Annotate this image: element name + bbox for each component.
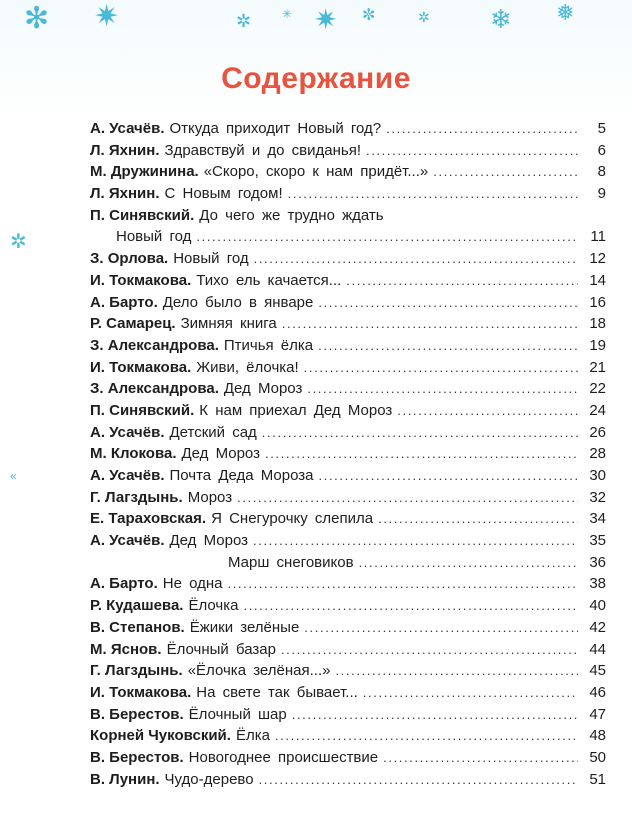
dot-leader <box>282 315 578 332</box>
toc-entry-text <box>90 575 582 592</box>
dot-leader <box>304 619 578 636</box>
dot-leader <box>318 294 578 311</box>
toc-page-number: 22 <box>589 380 606 398</box>
toc-title: Тихо ель качается... <box>196 271 342 289</box>
toc-title: Дед Мороз <box>181 445 260 463</box>
dot-leader <box>196 228 578 245</box>
toc-entry <box>90 359 606 381</box>
toc-author: М. Дружинина. <box>90 163 199 181</box>
toc-entry-text <box>90 619 582 636</box>
toc-page-number: 9 <box>597 185 606 203</box>
toc-entry-text <box>90 250 582 267</box>
toc-page-number: 16 <box>589 293 606 311</box>
toc-author: З. Орлова. <box>90 250 169 268</box>
toc-entry <box>90 706 606 728</box>
toc-author: Г. Лагздынь. <box>90 662 183 680</box>
dot-leader <box>319 467 579 484</box>
toc-entry-text <box>90 662 582 679</box>
toc-title: Зимняя книга <box>180 315 277 333</box>
toc-title: Новый год <box>116 228 192 246</box>
toc-entry-text <box>90 315 582 332</box>
toc-entry-text <box>90 532 582 549</box>
dot-leader <box>363 684 578 701</box>
dot-leader <box>386 120 578 137</box>
toc-entry <box>90 294 606 316</box>
toc-page-number: 6 <box>597 141 606 159</box>
toc-entry <box>90 554 606 576</box>
toc-entry-text <box>90 207 582 224</box>
toc-author: А. Усачёв. <box>90 467 165 484</box>
toc-author: А. Барто. <box>90 575 158 593</box>
snowflake-icon: ✼ <box>362 7 376 24</box>
dot-leader <box>318 337 578 354</box>
toc-entry-text <box>90 554 582 571</box>
dot-leader <box>262 424 578 441</box>
toc-author: Г. Лагздынь. <box>90 488 183 506</box>
toc-entry <box>90 163 606 185</box>
snowflake-icon: ✲ <box>10 231 27 253</box>
toc-author: И. Токмакова. <box>90 683 192 701</box>
toc-page-number: 35 <box>589 532 606 550</box>
toc-page-number: 40 <box>589 597 606 615</box>
dot-leader <box>397 402 578 419</box>
snowflake-icon: ✷ <box>314 4 338 35</box>
toc-author: П. Синявский. <box>90 401 195 419</box>
toc-entry-text <box>90 185 582 202</box>
toc-entry-text <box>90 272 582 289</box>
toc-entry-text <box>90 120 582 137</box>
toc-author: З. Александрова. <box>90 380 219 398</box>
toc-page-number: 34 <box>589 510 606 528</box>
dot-leader <box>366 142 578 159</box>
snowflake-icon: ✲ <box>418 9 430 25</box>
toc-title: Здравствуй и до свиданья! <box>164 141 361 159</box>
dot-leader <box>378 510 578 527</box>
toc-title: Новый год <box>173 250 249 268</box>
toc-author: И. Токмакова. <box>90 358 192 376</box>
toc-entry-text <box>90 641 582 658</box>
toc-author: Л. Яхнин. <box>90 185 160 203</box>
toc-page-number: 24 <box>589 401 606 419</box>
toc-entry <box>90 532 606 554</box>
dot-leader <box>359 554 578 571</box>
toc-page-number: 5 <box>597 120 606 137</box>
toc-author: М. Клокова. <box>90 445 177 463</box>
toc-page-number: 32 <box>589 488 606 506</box>
toc-title: Дело было в январе <box>162 293 314 311</box>
toc-entry-text <box>90 228 582 245</box>
toc-title: Я Снегурочку слепила <box>211 510 374 528</box>
dot-leader <box>254 250 578 267</box>
snowflake-icon: « <box>10 469 17 483</box>
toc-entry-text <box>90 337 582 354</box>
toc-entry <box>90 641 606 663</box>
toc-entry <box>90 185 606 207</box>
snowflake-icon: ❄ <box>490 4 512 34</box>
toc-author: В. Берестов. <box>90 748 184 766</box>
dot-leader <box>433 163 578 180</box>
page-title: Содержание <box>221 62 411 95</box>
snowflake-icon: ✳ <box>282 7 293 21</box>
toc-page-number: 36 <box>589 553 606 571</box>
toc-author: А. Усачёв. <box>90 423 165 441</box>
dot-leader <box>281 641 578 658</box>
toc-author: В. Лунин. <box>90 770 160 788</box>
toc-entry-text <box>90 706 582 723</box>
toc-entry <box>90 467 606 489</box>
toc-page-number: 8 <box>597 163 606 181</box>
dot-leader <box>259 771 578 788</box>
dot-leader <box>288 185 578 202</box>
toc-title: До чего же трудно ждать <box>199 206 384 224</box>
snowflake-icon: ✻ <box>24 2 50 35</box>
toc-page-number: 28 <box>589 445 606 463</box>
dot-leader <box>237 489 578 506</box>
toc-title: На свете так бывает... <box>196 683 358 701</box>
toc-entry <box>90 402 606 424</box>
toc-page-number: 18 <box>589 315 606 333</box>
toc-title: Чудо-дерево <box>164 770 254 788</box>
toc-entry <box>90 315 606 337</box>
toc-page-number: 14 <box>589 271 606 289</box>
toc-author: А. Усачёв. <box>90 532 165 550</box>
toc-entry <box>90 749 606 771</box>
toc-title: Детский сад <box>169 423 257 441</box>
toc-title: «Ёлочка зелёная...» <box>187 662 331 680</box>
toc-entry <box>90 771 606 793</box>
toc-entry-text <box>90 294 582 311</box>
toc-entry-text <box>90 749 582 766</box>
toc-title: Марш снеговиков <box>228 553 354 571</box>
toc-entry <box>90 575 606 597</box>
toc-entry-text <box>90 445 582 462</box>
toc-entry <box>90 250 606 272</box>
toc-title: Дед Мороз <box>223 380 303 398</box>
dot-leader <box>304 359 578 376</box>
toc-page-number: 45 <box>589 662 606 680</box>
toc-author: З. Александрова. <box>90 336 219 354</box>
toc-entry <box>90 272 606 294</box>
toc-page-number: 26 <box>589 423 606 441</box>
toc-page-number: 50 <box>589 748 606 766</box>
toc-page-number: 38 <box>589 575 606 593</box>
toc-page-number: 42 <box>589 618 606 636</box>
toc-author: Л. Яхнин. <box>90 141 160 159</box>
toc-author: В. Степанов. <box>90 618 185 636</box>
dot-leader <box>227 575 578 592</box>
toc-entry <box>90 445 606 467</box>
toc-page-number: 30 <box>589 467 606 484</box>
snowflake-icon: ✷ <box>94 0 120 33</box>
toc-entry <box>90 684 606 706</box>
dot-leader <box>383 749 578 766</box>
toc-title: С Новым годом! <box>164 185 283 203</box>
toc-title: Почта Деда Мороза <box>169 467 314 484</box>
toc-entry <box>90 597 606 619</box>
toc-page-number: 46 <box>589 683 606 701</box>
snowflake-icon: ❅ <box>556 0 575 25</box>
toc-author: Р. Кудашева. <box>90 597 184 615</box>
dot-leader <box>292 706 578 723</box>
toc-page-number: 19 <box>589 336 606 354</box>
toc-entry-text <box>90 380 582 397</box>
toc-entry <box>90 510 606 532</box>
toc-entry-text <box>90 467 582 484</box>
dot-leader <box>346 272 578 289</box>
dot-leader <box>307 380 578 397</box>
toc-author: Р. Самарец. <box>90 315 176 333</box>
toc-entry <box>90 727 606 749</box>
toc-entry-text <box>90 402 582 419</box>
toc-entry <box>90 619 606 641</box>
toc-title: Ёлка <box>235 727 270 745</box>
toc-title: Ёлочка <box>188 597 239 615</box>
toc-author: А. Барто. <box>90 293 158 311</box>
toc-page-number: 47 <box>589 705 606 723</box>
toc-author: П. Синявский. <box>90 206 195 224</box>
toc-title: Не одна <box>162 575 223 593</box>
toc-entry <box>90 120 606 142</box>
toc-title: Ёлочный шар <box>188 705 287 723</box>
toc-page-number: 44 <box>589 640 606 658</box>
toc-entry-text <box>90 684 582 701</box>
toc-title: Новогоднее происшествие <box>188 748 379 766</box>
toc-entry-text <box>90 771 582 788</box>
toc-title: Птичья ёлка <box>223 336 314 354</box>
toc-author: А. Усачёв. <box>90 120 165 137</box>
toc-entry-text <box>90 510 582 527</box>
toc-entry <box>90 207 606 229</box>
dot-leader <box>265 445 578 462</box>
toc-entry-text <box>90 142 582 159</box>
toc-entry <box>90 424 606 446</box>
dot-leader <box>253 532 578 549</box>
toc-page-number: 11 <box>590 228 606 246</box>
toc-page-number: 21 <box>589 358 606 376</box>
toc-entry <box>90 380 606 402</box>
toc-entry-text <box>90 359 582 376</box>
snowflake-icon: ✲ <box>236 11 252 31</box>
toc-page-number: 51 <box>589 770 606 788</box>
toc-author: Е. Тараховская. <box>90 510 207 528</box>
table-of-contents <box>90 120 606 792</box>
toc-title: «Скоро, скоро к нам придёт...» <box>203 163 429 181</box>
toc-title: Откуда приходит Новый год? <box>169 120 382 137</box>
toc-title: Ёлочный базар <box>166 640 276 658</box>
dot-leader <box>335 662 578 679</box>
toc-entry <box>90 142 606 164</box>
toc-page-number: 12 <box>589 250 606 268</box>
toc-entry-text <box>90 424 582 441</box>
toc-author: М. Яснов. <box>90 640 162 658</box>
toc-entry-text <box>90 727 582 744</box>
toc-author: И. Токмакова. <box>90 271 192 289</box>
toc-title: К нам приехал Дед Мороз <box>199 401 393 419</box>
toc-title: Ёжики зелёные <box>189 618 300 636</box>
toc-entry <box>90 489 606 511</box>
toc-entry-text <box>90 489 582 506</box>
toc-page-number: 48 <box>589 727 606 745</box>
toc-entry <box>90 662 606 684</box>
toc-entry <box>90 228 606 250</box>
dot-leader <box>243 597 578 614</box>
toc-title: Дед Мороз <box>169 532 248 550</box>
toc-entry-text <box>90 163 582 180</box>
toc-title: Мороз <box>187 488 233 506</box>
toc-entry <box>90 337 606 359</box>
toc-author: В. Берестов. <box>90 705 184 723</box>
toc-title: Живи, ёлочка! <box>196 358 299 376</box>
dot-leader <box>275 727 578 744</box>
toc-entry-text <box>90 597 582 614</box>
toc-author: Корней Чуковский. <box>90 727 231 745</box>
